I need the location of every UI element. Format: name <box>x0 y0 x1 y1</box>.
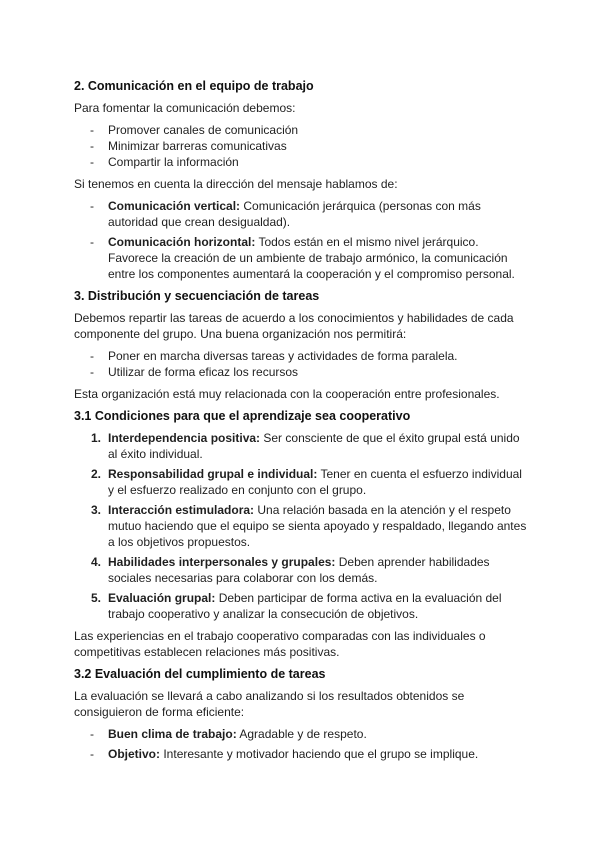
section-3-2-intro: La evaluación se llevará a cabo analizando si los resultados obtenidos se consiguieron de forma eficiente: <box>74 689 465 719</box>
dash-marker: - <box>90 235 94 249</box>
section-2-list <box>74 122 529 170</box>
term: Interacción estimuladora: <box>108 503 255 517</box>
dash-marker: - <box>90 155 94 169</box>
number-marker: 2. <box>91 467 102 481</box>
list-item: - Objetivo: Interesante y motivador haciendo que el grupo se implique. <box>90 747 479 761</box>
term: Buen clima de trabajo: <box>108 727 237 741</box>
list-item: - Poner en marcha diversas tareas y actividades de forma paralela. <box>90 349 458 363</box>
section-3-heading: 3. Distribución y secuenciación de tareas <box>74 289 320 303</box>
list-item: - Promover canales de comunicación <box>90 123 299 137</box>
dash-marker: - <box>90 199 94 213</box>
dash-marker: - <box>90 139 94 153</box>
section-3-outro: Esta organización está muy relacionada con la cooperación entre profesionales. <box>74 387 500 401</box>
term: Evaluación grupal: <box>108 591 216 605</box>
section-2-intro: Para fomentar la comunicación debemos: <box>74 101 296 115</box>
list-item: 5. Evaluación grupal: Deben participar de forma activa en la evaluación del trabajo cooperativo y analizar la consecución de objetivos. <box>91 591 502 621</box>
list-item: - Compartir la información <box>90 155 239 169</box>
term: Responsabilidad grupal e individual: <box>108 467 318 481</box>
dash-marker: - <box>90 365 94 379</box>
term: Comunicación horizontal: <box>108 235 256 249</box>
list-item: 2. Responsabilidad grupal e individual: Tener en cuenta el esfuerzo individual y el esfuerzo realizado en conjunto con el grupo. <box>91 467 522 497</box>
list-item: - Comunicación horizontal: Todos están en el mismo nivel jerárquico. Favorece la creación de un ambiente de trabajo armónico, la comunicación entre los componentes aumentará la cooperación y el compromiso personal. <box>90 235 515 281</box>
section-3-2-heading: 3.2 Evaluación del cumplimiento de tareas <box>74 667 326 681</box>
list-item: - Comunicación vertical: Comunicación jerárquica (personas con más autoridad que crean desigualdad). <box>90 199 481 229</box>
term: Objetivo: <box>108 747 161 761</box>
direction-intro: Si tenemos en cuenta la dirección del mensaje hablamos de: <box>74 177 398 191</box>
number-marker: 3. <box>91 503 102 517</box>
section-3-intro: Debemos repartir las tareas de acuerdo a los conocimientos y habilidades de cada componente del grupo. Una buena organización nos permitirá: <box>74 311 514 341</box>
number-marker: 5. <box>91 591 102 605</box>
section-3-1-heading: 3.1 Condiciones para que el aprendizaje sea cooperativo <box>74 409 411 423</box>
document-content <box>74 78 529 768</box>
section-2-heading: 2. Comunicación en el equipo de trabajo <box>74 79 314 93</box>
conditions-list <box>74 430 529 622</box>
dash-marker: - <box>90 727 94 741</box>
number-marker: 1. <box>91 431 102 445</box>
section-3-1-outro: Las experiencias en el trabajo cooperativo comparadas con las individuales o competitivas establecen relaciones más positivas. <box>74 629 486 659</box>
list-item: 4. Habilidades interpersonales y grupales: Deben aprender habilidades sociales necesarias para colaborar con los demás. <box>91 555 490 585</box>
dash-marker: - <box>90 123 94 137</box>
evaluation-list <box>74 726 529 762</box>
term: Interdependencia positiva: <box>108 431 261 445</box>
list-item: - Buen clima de trabajo: Agradable y de respeto. <box>90 727 367 741</box>
term: Habilidades interpersonales y grupales: <box>108 555 336 569</box>
list-item: - Minimizar barreras comunicativas <box>90 139 287 153</box>
list-item: 3. Interacción estimuladora: Una relación basada en la atención y el respeto mutuo haciendo que el equipo se sienta apoyado y respaldado, llegando antes a los objetivos propuestos. <box>91 503 527 549</box>
list-item: 1. Interdependencia positiva: Ser consciente de que el éxito grupal está unido al éxito individual. <box>91 431 520 461</box>
list-item: - Utilizar de forma eficaz los recursos <box>90 365 299 379</box>
term: Comunicación vertical: <box>108 199 241 213</box>
section-3-list <box>74 348 529 380</box>
dash-marker: - <box>90 349 94 363</box>
direction-list <box>74 198 529 282</box>
dash-marker: - <box>90 747 94 761</box>
number-marker: 4. <box>91 555 102 569</box>
